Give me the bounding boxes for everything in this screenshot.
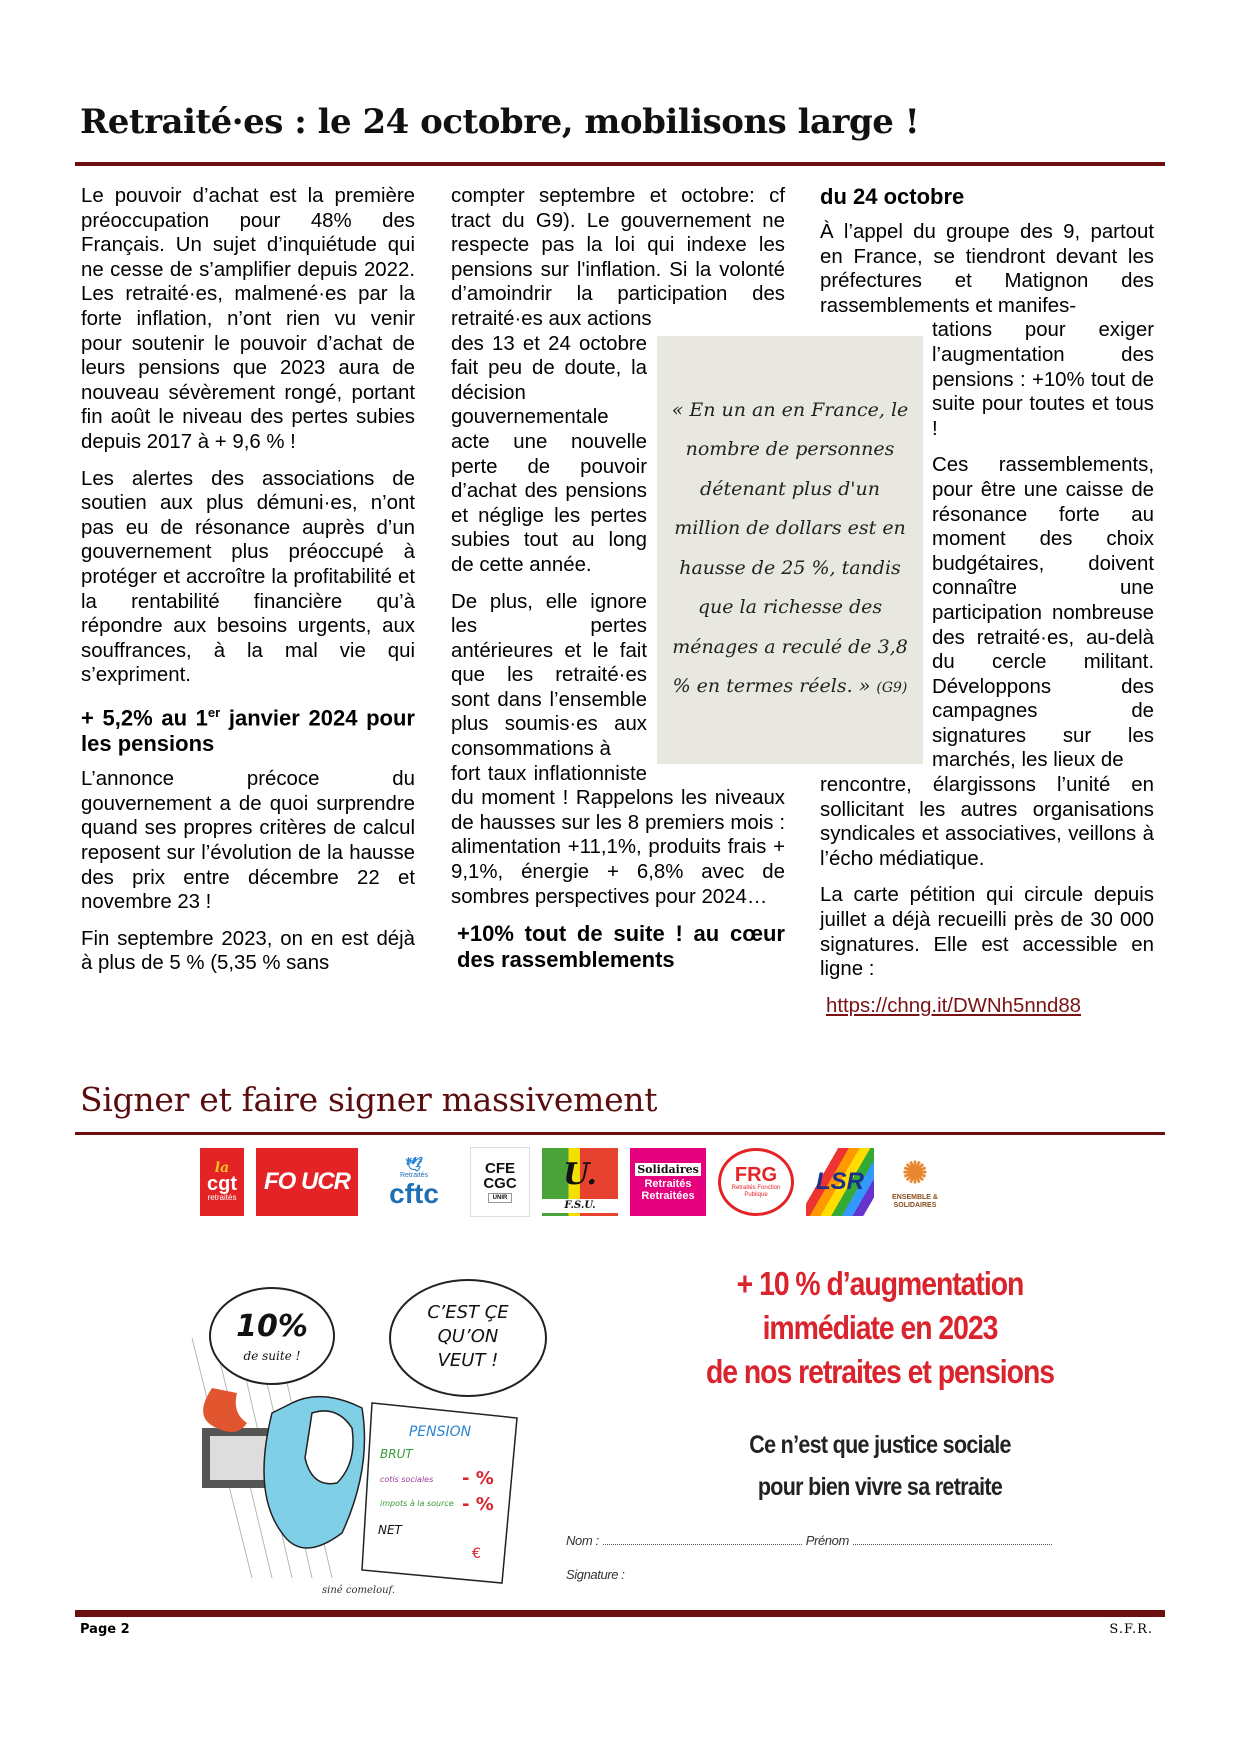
sheet-brut: BRUT	[380, 1447, 413, 1461]
sheet-cotis: cotis sociales	[380, 1475, 434, 1484]
quote-spacer	[820, 322, 922, 762]
logo-text: U.	[563, 1157, 597, 1192]
subheading-pension-increase	[81, 700, 415, 757]
signature-form-row	[566, 1567, 624, 1582]
ensemble-solidaires-logo	[886, 1148, 944, 1216]
frg-logo	[718, 1148, 794, 1216]
sheet-net: NET	[378, 1523, 402, 1537]
subheading-october-24: du 24 octobre	[820, 184, 965, 209]
paragraph: Le pouvoir d’achat est la première préoccupation pour 48% des Français. Un sujet d’inquiétude qui ne cesse de s’amplifier depuis 2022. Les retraité·es, malmené·es par la forte inflation, n’ont rien vu venir pour soutenir le pouvoir d’achat de leurs pensions que 2023 aura de nouveau sévèrement rongé, portant fin août le niveau des pertes subies depuis 2017 à + 9,6 % !	[81, 185, 415, 453]
organization-name: S.F.R.	[1109, 1622, 1153, 1637]
logo-subtext: Retraités Retraitées	[641, 1177, 695, 1202]
page-number: Page 2	[80, 1622, 130, 1637]
dove-icon: 🕊	[405, 1156, 423, 1172]
petition-headline	[665, 1262, 1095, 1394]
paragraph: Ces rassemblements, pour être une caisse de résonance forte au moment des choix budgétaires, doivent connaître une participation nombreuse des retraité·es, au-delà du cercle militant. Développons des campagnes de signatures sur les marchés, les lieux de	[932, 454, 1154, 772]
logo-subtext: retraités	[207, 1193, 237, 1202]
paragraph: tations pour exiger l’augmentation des pensions : +10% tout de suite pour toutes et tous !	[932, 319, 1154, 440]
subheading-rallies: +10% tout de suite ! au cœur des rassemblements	[457, 921, 785, 973]
logo-text: ENSEMBLE & SOLIDAIRES	[892, 1194, 938, 1209]
paragraph: rencontre, élargissons l’unité en sollicitant les autres organisations syndicales et associatives, veillons à l’écho médiatique.	[820, 774, 1154, 870]
footer-rule	[75, 1610, 1165, 1617]
character-face	[305, 1411, 353, 1484]
paragraph: À l’appel du groupe des 9, partout en France, se tiendront devant les préfectures et Matignon des rassemblements et manifes-	[820, 221, 1154, 317]
section-rule	[75, 1132, 1165, 1135]
headline-line: immédiate en 2023	[762, 1309, 998, 1346]
nom-field[interactable]	[603, 1534, 802, 1545]
logo-text: Solidaires	[637, 1162, 699, 1176]
headline-line: de nos retraites et pensions	[705, 1353, 1055, 1390]
bubble2-line: C’EST ÇE	[427, 1302, 509, 1323]
logo-text: la	[214, 1160, 230, 1176]
petition-link[interactable]: https://chng.it/DWNh5nnd88	[826, 994, 1082, 1017]
prenom-field[interactable]	[853, 1534, 1052, 1545]
union-logos	[200, 1148, 944, 1216]
quote-body: « En un an en France, le nombre de personnes détenant plus d'un million de dollars est en hausse de 25 %, tandis que la richesse des ménages a reculé de 3,8 % en termes réels. »	[671, 398, 909, 698]
paragraph: L’annonce précoce du gouvernement a de quoi surprendre quand ses propres critères de calcul reposent sur l’évolution de la hausse des prix entre décembre 22 et novembre 23 !	[81, 768, 415, 914]
title-rule	[75, 162, 1165, 166]
subheadline-line: Ce n’est que justice sociale	[749, 1431, 1011, 1459]
minus-percent-icon: - %	[462, 1468, 494, 1489]
sheet-impots: impots à la source	[380, 1499, 454, 1508]
subheading-text: janvier 2024 pour les pensions	[81, 705, 415, 757]
article-column-1	[81, 184, 415, 976]
signature-label: Signature :	[566, 1567, 625, 1582]
fsu-logo	[542, 1148, 618, 1216]
bubble1-text: 10%	[236, 1309, 308, 1344]
fo-ucr-logo	[256, 1148, 358, 1216]
petition-subheadline	[691, 1424, 1069, 1508]
paragraph: des 13 et 24 octobre fait peu de doute, la décision gouvernementale acte une nouvelle perte de pouvoir d’achat des pensions et néglige les pertes subies tout au long de cette année.	[451, 332, 647, 576]
paragraph: De plus, elle ignore les pertes antérieures et le fait que les retraité·es sont dans l’ensemble plus soumis·es aux consommations à	[451, 590, 647, 761]
link-paragraph	[820, 994, 1154, 1019]
bubble2-line: VEUT !	[437, 1350, 499, 1371]
cftc-logo	[370, 1148, 458, 1216]
cat-figure	[203, 1388, 247, 1432]
article-title: Retraité·es : le 24 octobre, mobilisons large !	[80, 102, 920, 142]
logo-text: CFE CGC	[483, 1160, 517, 1192]
sheet-title: PENSION	[408, 1424, 472, 1440]
cfe-cgc-logo	[470, 1147, 530, 1217]
logo-text: cftc	[389, 1178, 439, 1209]
paragraph: Fin septembre 2023, on en est déjà à plus de 5 % (5,35 % sans	[81, 927, 415, 975]
paragraph: compter septembre et octobre: cf tract du G9). Le gouvernement ne respecte pas la loi qui indexe les pensions sur l'inflation. Si la volonté d’amoindrir la participation des retraité·es aux actions	[451, 185, 785, 330]
quote-source: (G9)	[876, 680, 908, 697]
article-body	[81, 184, 1154, 1044]
headline-line: + 10 % d’augmentation	[736, 1265, 1024, 1302]
euro-icon: €	[472, 1546, 481, 1562]
nom-label: Nom :	[566, 1533, 599, 1548]
name-form-row	[566, 1533, 1056, 1548]
minus-percent-icon: - %	[462, 1494, 494, 1515]
subheadline-line: pour bien vivre sa retraite	[757, 1473, 1003, 1501]
paragraph: Les alertes des associations de soutien aux plus démuni·es, n’ont pas eu de résonance auprès d’un gouvernement plus préoccupé à protéger et accroître la profitabilité et la rentabilité financière qu’à répondre aux besoins urgents, aux souffrances, à la mal vie qui s’expriment.	[81, 467, 415, 687]
logo-subtext: Retraités	[399, 1172, 428, 1179]
solidaires-logo	[630, 1148, 706, 1216]
lsr-logo	[806, 1148, 874, 1216]
superscript: er	[207, 704, 221, 720]
cartoon-illustration	[172, 1278, 548, 1598]
logo-text: FO UCR	[264, 1168, 350, 1195]
tree-icon: ✺	[902, 1157, 928, 1190]
logo-text: cgt	[207, 1173, 237, 1195]
logo-text: LSR	[816, 1168, 864, 1195]
logo-subtext: Retraités Fonction Publique	[731, 1185, 781, 1198]
section-title-petition: Signer et faire signer massivement	[80, 1080, 658, 1119]
bubble1-subtext: de suite !	[243, 1349, 301, 1363]
bubble2-line: QU’ON	[437, 1326, 499, 1347]
logo-subtext: UNIR	[488, 1193, 513, 1203]
artist-signature: siné comelouf.	[322, 1585, 396, 1596]
logo-subtext: F.S.U.	[542, 1199, 618, 1213]
subheading-text: + 5,2% au 1	[81, 705, 208, 731]
paragraph: fort taux inflationniste du moment ! Rappelons les niveaux de hausses sur les 8 premiers mois : alimentation +11,1%, produits frais + 9,1%, énergie + 6,8% avec de sombres perspectives pour 2024…	[451, 762, 785, 908]
paragraph: La carte pétition qui circule depuis juillet a déjà recueilli près de 30 000 signatures. Elle est accessible en ligne :	[820, 884, 1154, 981]
logo-text: FRG	[734, 1164, 778, 1186]
cgt-logo	[200, 1148, 244, 1216]
article-column-3	[820, 184, 1154, 1030]
prenom-label: Prénom	[805, 1533, 849, 1548]
